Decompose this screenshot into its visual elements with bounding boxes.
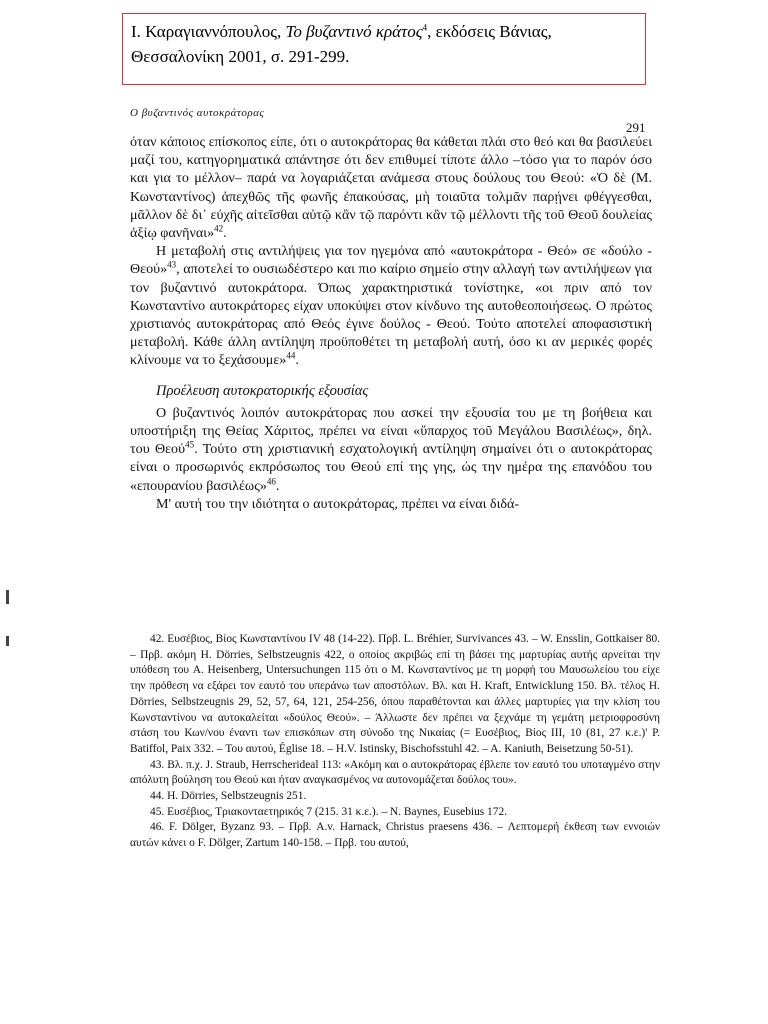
footnote-42: 42. Ευσέβιος, Βίος Κωνσταντίνου IV 48 (14-22). Πρβ. L. Bréhier, Survivances 43. – W. Ensslin, Gottkaiser 80. – Πρβ. ακόμη H. Dörries, Selbstzeugnis 422, ο οποίος ακριβώς επί τη βάσει της μαρτυρίας αυτής αρνείται την υπόθεση του A. Heisenberg, Untersuchungen 115 ότι ο Μ. Κωνσταντίνος με τη μορφή του Μαυσωλείου του είχε την πρόθεση να εξάρει τον εαυτό του υπεράνω των αποστόλων. Βλ. και H. Kraft, Entwicklung 150. Βλ. τέλος H. Dörries, Selbstzeugnis 29, 52, 57, 64, 121, 254-256, όπου παραθέτονται και άλλες μαρτυρίες για την κλίση του Κωνσταντίνου να αυτοκαλείται «δούλος Θεού». – Άλλωστε δεν πρέπει να ξεχνάμε τη γεμάτη μετριοφροσύνη στάση του Κων/νου έναντι των επισκόπων στη σύνοδο της Νικαίας (= Ευσέβιος, Βίος ΙΙΙ, 10 (81, 27 κ.ε.)' P. Batiffol, Paix 332. – Του αυτού, Église 18. – H.V. Istinsky, Bischofsstuhl 42. – A. Kaniuth, Beisetzung 50-51). xyxy=(130,633,660,755)
paragraph-3: Ο βυζαντινός λοιπόν αυτοκράτορας που ασκεί την εξουσία του με τη βοήθεια και υποστήριξη της Θείας Χάριτος, πρέπει να είναι «ὕπαρχος τοῦ Μεγάλου Βασιλέως», δηλ. του Θεού$^{45}$. Τούτο στη χριστιανική εσχατολογική αντίληψη σημαίνει ότι ο αυτοκράτορας είναι ο προσωρινός εκπρόσωπος του Θεού επί της γης, ώς την ημέρα της επανόδου του «επουρανίου βασιλέως»$^{46}$. xyxy=(130,404,652,494)
scan-artifact xyxy=(6,636,9,646)
paragraph-2-text-b: , αποτελεί το ουσιωδέστερο και πιο καίριο σημείο στην αλλαγή των αντιλήψεων για τον βυζαντινό αυτοκράτορα. Όπως χαρακτηριστικά τονίστηκε, «οι πριν από τον Κωνσταντίνο αυτοκράτορες είχαν υποκύψει στον κίνδυνο της αυτοθεοποιήσεως. Ο πρώτος χριστιανός αυτοκράτορας από Θεός έγινε δούλος - Θεού. Τούτο αποτελεί αποφασιστική μεταβολή. Κάθε άλλη αντίληψη προϋποθέτει τη μεταβολή αυτή, όσο κι αν μερικές φορές κλίνουμε να το ξεχάσουμε» xyxy=(130,261,652,369)
citation-note-ref: 4 xyxy=(422,22,428,33)
citation-publisher: , εκδόσεις Βάνιας, xyxy=(427,22,552,41)
paragraph-1: όταν κάποιος επίσκοπος είπε, ότι ο αυτοκράτορας θα κάθεται πλάι στο θεό και θα βασιλεύει μαζί του, κατηγορηματικά απάντησε ότι δεν επιθυμεί τίποτε άλλο –τόσο για το παρόν όσο και για το μέλλον– παρά να λογαριάζεται ανάμεσα στους δούλους του Θεού: «Ὁ δὲ (Μ. Κωνσταντίνος) ἀπεχθῶς τῆς φωνῆς ἐπακούσας, μὴ τοιαῦτα τολμᾶν παρῄνει φθέγγεσθαι, μᾶλλον δὲ δι᾽ εὐχῆς αἰτεῖσθαι αὐτῷ κἂν τῷ παρόντι κἂν τῷ μέλλοντι τῆς τοῦ Θεοῦ δουλείας ἀξίῳ φανῆναι»$^{42}$. xyxy=(130,134,652,242)
paragraph-2: Η μεταβολή στις αντιλήψεις για τον ηγεμόνα από «αυτοκράτορα - Θεό» σε «δούλο - Θεού»$^{43}$, αποτελεί το ουσιωδέστερο και πιο καίριο σημείο στην αλλαγή των αντιλήψεων για τον βυζαντινό αυτοκράτορα. Όπως χαρακτηριστικά τονίστηκε, «οι πριν από τον Κωνσταντίνο αυτοκράτορες είχαν υποκύψει στον κίνδυνο της αυτοθεοποιήσεως. Ο πρώτος χριστιανός αυτοκράτορας από Θεός έγινε δούλος - Θεού. Τούτο αποτελεί αποφασιστική μεταβολή. Κάθε άλλη αντίληψη προϋποθέτει τη μεταβολή αυτή, όσο κι αν μερικές φορές κλίνουμε να το ξεχάσουμε»$^{44}$. xyxy=(130,243,652,369)
paragraph-3-text-b: . Τούτο στη χριστιανική εσχατολογική αντίληψη σημαίνει ότι ο αυτοκράτορας είναι ο προσωρινός εκπρόσωπος του Θεού επί της γης, ώς την ημέρα της επανόδου του «επουρανίου βασιλέως» xyxy=(130,441,652,494)
footnote-43: 43. Βλ. π.χ. J. Straub, Herrscherideal 113: «Ακόμη και ο αυτοκράτορας έβλεπε τον εαυτό του υποταγμένο στην απόλυτη βούληση του Θεού και ήταν αναγκασμένος να αυτονομάζεται δούλος του». xyxy=(130,758,660,787)
footnote-45: 45. Ευσέβιος, Τριακονταετηρικός 7 (215. 31 κ.ε.). – N. Baynes, Eusebius 172. xyxy=(150,805,507,818)
scan-artifact xyxy=(6,590,9,604)
body-text xyxy=(130,133,652,513)
paragraph-2-text-a: Η μεταβολή στις αντιλήψεις για τον ηγεμόνα από «αυτοκράτορα - Θεό» σε «δούλο - Θεού» xyxy=(130,243,652,278)
citation-place-year-pages: Θεσσαλονίκη 2001, σ. 291-299. xyxy=(131,47,350,66)
section-heading: Προέλευση αυτοκρατορικής εξουσίας xyxy=(156,382,369,399)
paragraph-4: Μ' αυτή του την ιδιότητα ο αυτοκράτορας, πρέπει να είναι διδά- xyxy=(156,495,520,512)
page-number: 291 xyxy=(626,120,646,135)
citation-author: Ι. Καραγιαννόπουλος, xyxy=(131,22,286,41)
footnote-ref-43: 43 xyxy=(167,259,177,270)
footnote-ref-44: 44 xyxy=(286,350,296,361)
footnote-ref-46: 46 xyxy=(266,475,276,486)
paragraph-3-text-a: Ο βυζαντινός λοιπόν αυτοκράτορας που ασκεί την εξουσία του με τη βοήθεια και υποστήριξη της Θείας Χάριτος, πρέπει να είναι «ὕπαρχος τοῦ Μεγάλου Βασιλέως», δηλ. του Θεού xyxy=(130,404,652,458)
footnote-44: 44. H. Dörries, Selbstzeugnis 251. xyxy=(150,790,307,803)
citation-box xyxy=(122,13,646,85)
citation-title: Το βυζαντινό κράτος xyxy=(285,22,423,41)
footnotes xyxy=(130,632,660,852)
footnote-46: 46. F. Dölger, Byzanz 93. – Πρβ. A.v. Harnack, Christus praesens 436. – Λεπτομερή έκθεση των εννοιών αυτών κάνει ο F. Dölger, Zartum 140-158. – Πρβ. του αυτού, xyxy=(130,821,660,850)
footnote-ref-42: 42 xyxy=(214,223,224,234)
footnote-ref-45: 45 xyxy=(185,439,195,450)
running-head: Ο βυζαντινός αυτοκράτορας xyxy=(130,107,265,119)
paragraph-1-text: όταν κάποιος επίσκοπος είπε, ότι ο αυτοκράτορας θα κάθεται πλάι στο θεό και θα βασιλεύει μαζί του, κατηγορηματικά απάντησε ότι δεν επιθυμεί τίποτε άλλο –τόσο για το παρόν όσο και για το μέλλον– παρά να λογαριάζεται ανάμεσα στους δούλους του Θεού: «Ὁ δὲ (Μ. Κωνσταντίνος) ἀπεχθῶς τῆς φωνῆς ἐπακούσας, μὴ τοιαῦτα τολμᾶν παρῄνει φθέγγεσθαι, μᾶλλον δὲ δι᾽ εὐχῆς αἰτεῖσθαι αὐτῷ κἂν τῷ παρόντι κἂν τῷ μέλλοντι τῆς τοῦ Θεοῦ δουλείας ἀξίῳ φανῆναι» xyxy=(130,134,652,242)
